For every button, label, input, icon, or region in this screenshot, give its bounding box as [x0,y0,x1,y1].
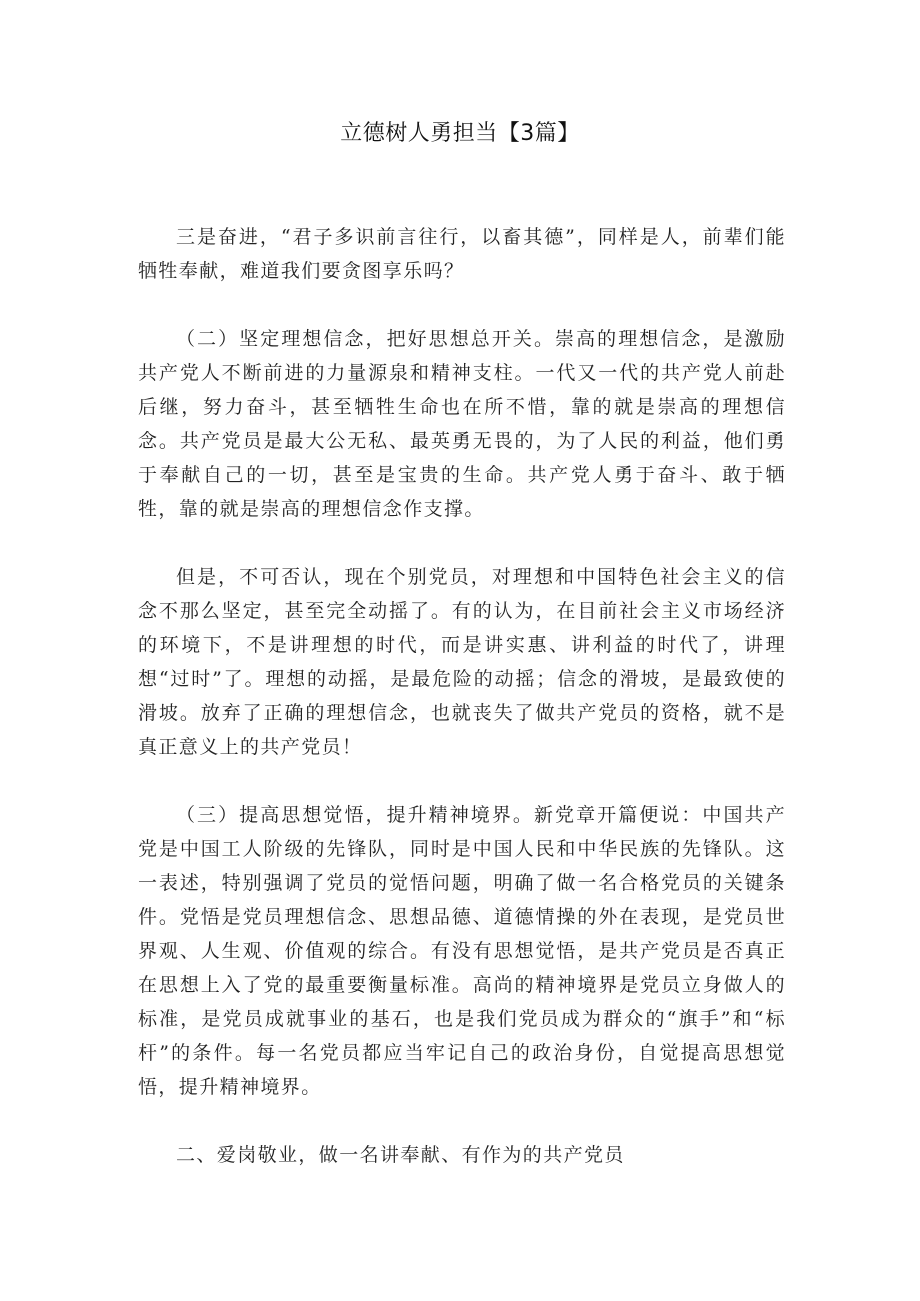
document-title: 立德树人勇担当【3篇】 [340,121,580,146]
paragraph-3: 但是，不可否认，现在个别党员，对理想和中国特色社会主义的信念不那么坚定，甚至完全动摇了。有的认为，在目前社会主义市场经济的环境下，不是讲理想的时代，而是讲实惠、讲利益的时代了，讲理想“过时”了。理想的动摇，是最危险的动摇；信念的滑坡，是最致使的滑坡。放弃了正确的理想信念，也就丧失了做共产党员的资格，就不是真正意义上的共产党员！ [138,566,786,758]
section-heading: 二、爱岗敬业，做一名讲奉献、有作为的共产党员 [176,1144,625,1166]
paragraph-4: （三）提高思想觉悟，提升精神境界。新党章开篇便说：中国共产党是中国工人阶级的先锋队，同时是中国人民和中华民族的先锋队。这一表述，特别强调了党员的觉悟问题，明确了做一名合格党员的关键条件。党悟是党员理想信念、思想品德、道德情操的外在表现，是党员世界观、人生观、价值观的综合。有没有思想觉悟，是共产党员是否真正在思想上入了党的最重要衡量标准。高尚的精神境界是党员立身做人的标准，是党员成就事业的基石，也是我们党员成为群众的“旗手”和“标杆”的条件。每一名党员都应当牢记自己的政治身份，自觉提高思想觉悟，提升精神境界。 [138,804,786,1098]
paragraph-1: 三是奋进，“君子多识前言往行，以畜其德”，同样是人，前辈们能牺牲奉献，难道我们要贪图享乐吗？ [138,226,786,282]
document-body [138,220,786,1206]
paragraph-2: （二）坚定理想信念，把好思想总开关。崇高的理想信念，是激励共产党人不断前进的力量源泉和精神支柱。一代又一代的共产党人前赴后继，努力奋斗，甚至牺牲生命也在所不惜，靠的就是崇高的理想信念。共产党员是最大公无私、最英勇无畏的，为了人民的利益，他们勇于奉献自己的一切，甚至是宝贵的生命。共产党人勇于奋斗、敢于牺牲，靠的就是崇高的理想信念作支撑。 [138,328,786,520]
